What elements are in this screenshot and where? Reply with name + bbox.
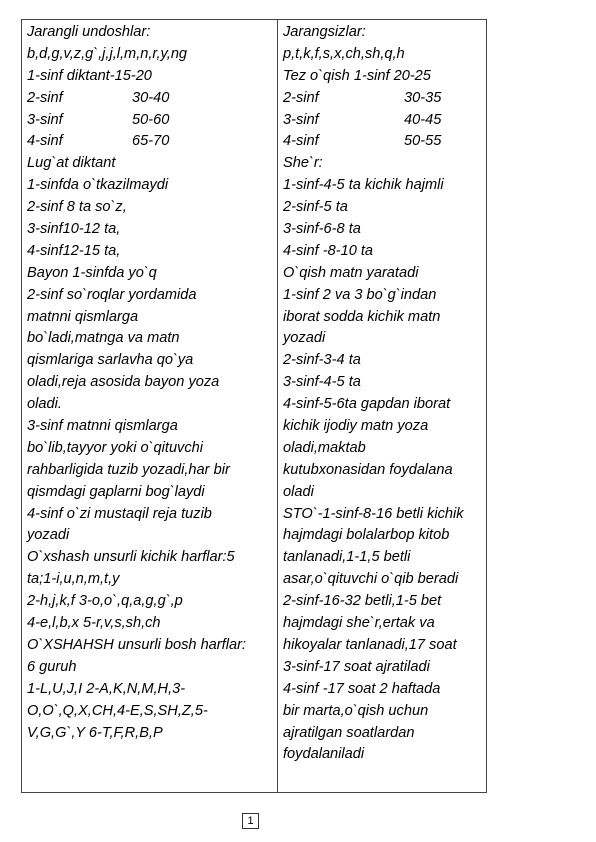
text-line [27, 613, 273, 635]
page-number: 1 [242, 813, 259, 829]
line-text: 3-sinf-6-8 ta [283, 221, 361, 238]
text-line [27, 285, 273, 307]
text-line [27, 372, 273, 394]
line-text: 2-h,j,k,f 3-o,o`,q,a,g,g`,p [27, 593, 183, 610]
line-text: Jarangli undoshlar: [27, 24, 151, 40]
line-text: 2-sinf so`roqlar yordamida [27, 286, 197, 303]
text-line [283, 525, 486, 547]
text-line [283, 66, 486, 88]
text-line [283, 416, 486, 438]
text-line [283, 569, 486, 591]
text-line [283, 22, 486, 44]
content-table [21, 19, 487, 793]
line-text: bo`lib,tayyor yoki o`qituvchi [27, 439, 204, 456]
line-text: Jarangsizlar: [283, 24, 366, 40]
line-text: b,d,g,v,z,g`,j,j,l,m,n,r,y,ng [27, 45, 188, 62]
text-line [283, 504, 486, 526]
text-line [283, 547, 486, 569]
text-line [27, 504, 273, 526]
line-value: 50-55 [404, 133, 442, 150]
text-line [27, 241, 273, 263]
line-text: O`xshash unsurli kichik harflar:5 [27, 549, 235, 566]
text-line [283, 394, 486, 416]
line-text: 4-e,l,b,x 5-r,v,s,sh,ch [27, 615, 161, 632]
line-text: 1-sinf 2 va 3 bo`g`indan [283, 286, 437, 303]
line-text: 3-sinf [27, 111, 63, 128]
line-text: 4-sinf -8-10 ta [283, 242, 374, 259]
text-line [27, 153, 273, 175]
text-line [283, 635, 486, 657]
text-line [283, 679, 486, 701]
line-text: O,O`,Q,X,CH,4-E,S,SH,Z,5- [27, 702, 208, 719]
line-text: 2-sinf 8 ta so`z, [27, 199, 127, 216]
text-line [27, 679, 273, 701]
line-text: tanlanadi,1-1,5 betli [283, 549, 411, 566]
text-line [283, 744, 486, 766]
text-line [283, 285, 486, 307]
text-line [283, 328, 486, 350]
text-line [283, 307, 486, 329]
line-text: 6 guruh [27, 658, 77, 675]
text-line [283, 44, 486, 66]
line-text: STO`-1-sinf-8-16 betli kichik [283, 505, 464, 522]
line-text: matnni qismlarga [27, 308, 139, 325]
text-line [283, 591, 486, 613]
text-line [283, 657, 486, 679]
column-divider [277, 20, 278, 792]
text-line [27, 88, 273, 110]
text-line [27, 22, 273, 44]
right-column [283, 22, 486, 766]
line-text: qismlariga sarlavha qo`ya [27, 352, 194, 369]
line-value: 50-60 [132, 111, 170, 128]
line-text: Tez o`qish 1-sinf 20-25 [283, 67, 431, 84]
text-line [283, 613, 486, 635]
line-text: oladi,maktab [283, 439, 366, 456]
text-line [27, 635, 273, 657]
line-text: V,G,G`,Y 6-T,F,R,B,P [27, 724, 163, 741]
line-text: hikoyalar tanlanadi,17 soat [283, 636, 457, 653]
text-line [27, 175, 273, 197]
text-line [27, 723, 273, 745]
text-line [27, 307, 273, 329]
line-text: She`r: [283, 155, 323, 172]
line-text: 3-sinf-4-5 ta [283, 374, 361, 391]
text-line [27, 350, 273, 372]
text-line [283, 701, 486, 723]
text-line [283, 350, 486, 372]
line-text: 1-sinfda o`tkazilmaydi [27, 177, 169, 194]
text-line [283, 110, 486, 132]
line-value: 65-70 [132, 133, 170, 150]
text-line [27, 44, 273, 66]
text-line [27, 482, 273, 504]
line-text: ajratilgan soatlardan [283, 724, 415, 741]
line-text: 2-sinf-5 ta [283, 199, 348, 216]
text-line [27, 219, 273, 241]
line-text: iborat sodda kichik matn [283, 308, 441, 325]
line-text: 4-sinf12-15 ta, [27, 242, 121, 259]
line-text: 4-sinf [27, 133, 63, 150]
line-text: 3-sinf [283, 111, 319, 128]
text-line [27, 701, 273, 723]
line-text: oladi,reja asosida bayon yoza [27, 374, 220, 391]
line-text: 2-sinf-16-32 betli,1-5 bet [283, 593, 442, 610]
text-line [27, 547, 273, 569]
line-text: 1-sinf-4-5 ta kichik hajmli [283, 177, 444, 194]
line-text: 3-sinf10-12 ta, [27, 221, 121, 238]
text-line [27, 394, 273, 416]
text-line [27, 131, 273, 153]
text-line [283, 88, 486, 110]
text-line [27, 110, 273, 132]
text-line [27, 66, 273, 88]
line-text: yozadi [27, 527, 70, 544]
text-line [27, 328, 273, 350]
line-text: p,t,k,f,s,x,ch,sh,q,h [283, 45, 405, 62]
line-text: 2-sinf [27, 89, 63, 106]
line-value: 30-35 [404, 89, 442, 106]
text-line [27, 569, 273, 591]
text-line [283, 263, 486, 285]
line-text: 4-sinf-5-6ta gapdan iborat [283, 396, 451, 413]
line-text: 3-sinf-17 soat ajratiladi [283, 658, 430, 675]
text-line [283, 153, 486, 175]
text-line [27, 197, 273, 219]
text-line [27, 657, 273, 679]
line-text: 1-L,U,J,I 2-A,K,N,M,H,3- [27, 680, 186, 697]
line-text: 2-sinf-3-4 ta [283, 352, 361, 369]
line-text: 4-sinf o`zi mustaqil reja tuzib [27, 505, 212, 522]
text-line [283, 241, 486, 263]
text-line [27, 438, 273, 460]
text-line [27, 525, 273, 547]
text-line [283, 197, 486, 219]
text-line [283, 460, 486, 482]
line-text: Bayon 1-sinfda yo`q [27, 264, 157, 281]
line-text: asar,o`qituvchi o`qib beradi [283, 571, 459, 588]
line-text: bo`ladi,matnga va matn [27, 330, 180, 347]
text-line [283, 219, 486, 241]
line-text: rahbarligida tuzib yozadi,har bir [27, 461, 230, 478]
line-text: kichik ijodiy matn yoza [283, 418, 429, 435]
line-text: O`qish matn yaratadi [283, 264, 419, 281]
text-line [27, 591, 273, 613]
line-text: Lug`at diktant [27, 155, 116, 172]
line-value: 30-40 [132, 89, 170, 106]
line-text: oladi. [27, 396, 62, 413]
line-text: 4-sinf [283, 133, 319, 150]
line-value: 40-45 [404, 111, 442, 128]
line-text: 2-sinf [283, 89, 319, 106]
line-text: O`XSHAHSH unsurli bosh harflar: [27, 636, 246, 653]
text-line [27, 263, 273, 285]
line-text: 1-sinf diktant-15-20 [27, 67, 152, 84]
line-text: hajmdagi bolalarbop kitob [283, 527, 450, 544]
text-line [283, 482, 486, 504]
line-text: bir marta,o`qish uchun [283, 702, 429, 719]
text-line [283, 175, 486, 197]
line-text: qismdagi gaplarni bog`laydi [27, 483, 205, 500]
left-column [27, 22, 273, 744]
text-line [283, 131, 486, 153]
text-line [283, 372, 486, 394]
line-text: foydalaniladi [283, 746, 365, 763]
line-text: oladi [283, 483, 314, 500]
line-text: hajmdagi she`r,ertak va [283, 615, 435, 632]
line-text: ta;1-i,u,n,m,t,y [27, 571, 120, 588]
text-line [27, 416, 273, 438]
line-text: kutubxonasidan foydalana [283, 461, 453, 478]
line-text: 4-sinf -17 soat 2 haftada [283, 680, 441, 697]
text-line [27, 460, 273, 482]
text-line [283, 438, 486, 460]
line-text: yozadi [283, 330, 326, 347]
text-line [283, 723, 486, 745]
line-text: 3-sinf matnni qismlarga [27, 418, 178, 435]
